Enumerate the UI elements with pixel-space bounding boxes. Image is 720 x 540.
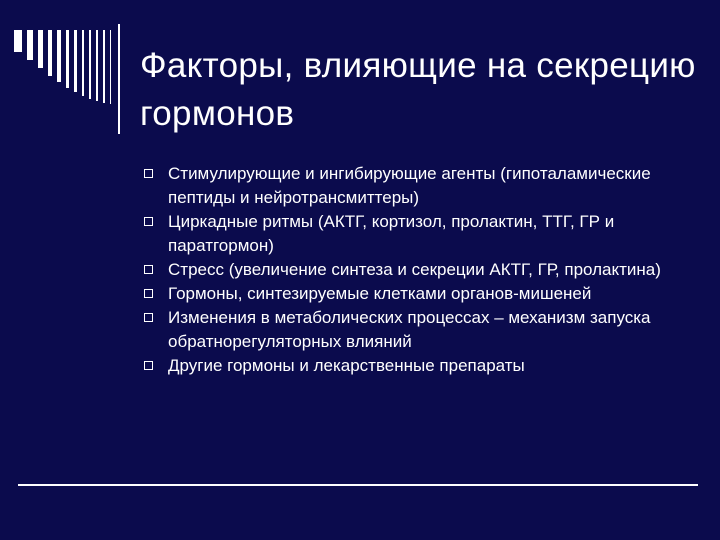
hollow-square-bullet-icon [144,265,153,274]
stripe [38,30,43,68]
list-item-text: Другие гормоны и лекарственные препараты [168,356,525,375]
hollow-square-bullet-icon [144,361,153,370]
list-item-text: Циркадные ритмы (АКТГ, кортизол, пролактин, ТТГ, ГР и паратгормон) [168,212,615,255]
list-item [144,282,704,306]
slide-title: Факторы, влияющие на секрецию гормонов [140,46,696,133]
list-item [144,354,704,378]
hollow-square-bullet-icon [144,169,153,178]
stripe [14,30,22,52]
list-item-text: Гормоны, синтезируемые клетками органов-мишеней [168,284,592,303]
stripe [110,30,111,104]
stripe [103,30,105,103]
stripe [96,30,98,101]
list-item-text: Стресс (увеличение синтеза и секреции АКТГ, ГР, пролактина) [168,260,661,279]
hollow-square-bullet-icon [144,313,153,322]
list-item [144,162,704,210]
stripe [48,30,52,76]
footer-divider [18,484,698,486]
list-item [144,306,704,354]
title-divider-vertical [118,24,120,134]
decorative-stripes [14,30,134,104]
list-item-text: Стимулирующие и ингибирующие агенты (гипоталамические пептиды и нейротрансмиттеры) [168,164,651,207]
stripe [89,30,91,99]
stripe [66,30,69,88]
stripe [57,30,61,82]
bullet-list [144,162,704,378]
stripe [82,30,84,96]
list-item [144,210,704,258]
hollow-square-bullet-icon [144,217,153,226]
list-item [144,258,704,282]
hollow-square-bullet-icon [144,289,153,298]
stripe [74,30,77,92]
stripe [27,30,33,60]
list-item-text: Изменения в метаболических процессах – механизм запуска обратнорегуляторных влияний [168,308,651,351]
